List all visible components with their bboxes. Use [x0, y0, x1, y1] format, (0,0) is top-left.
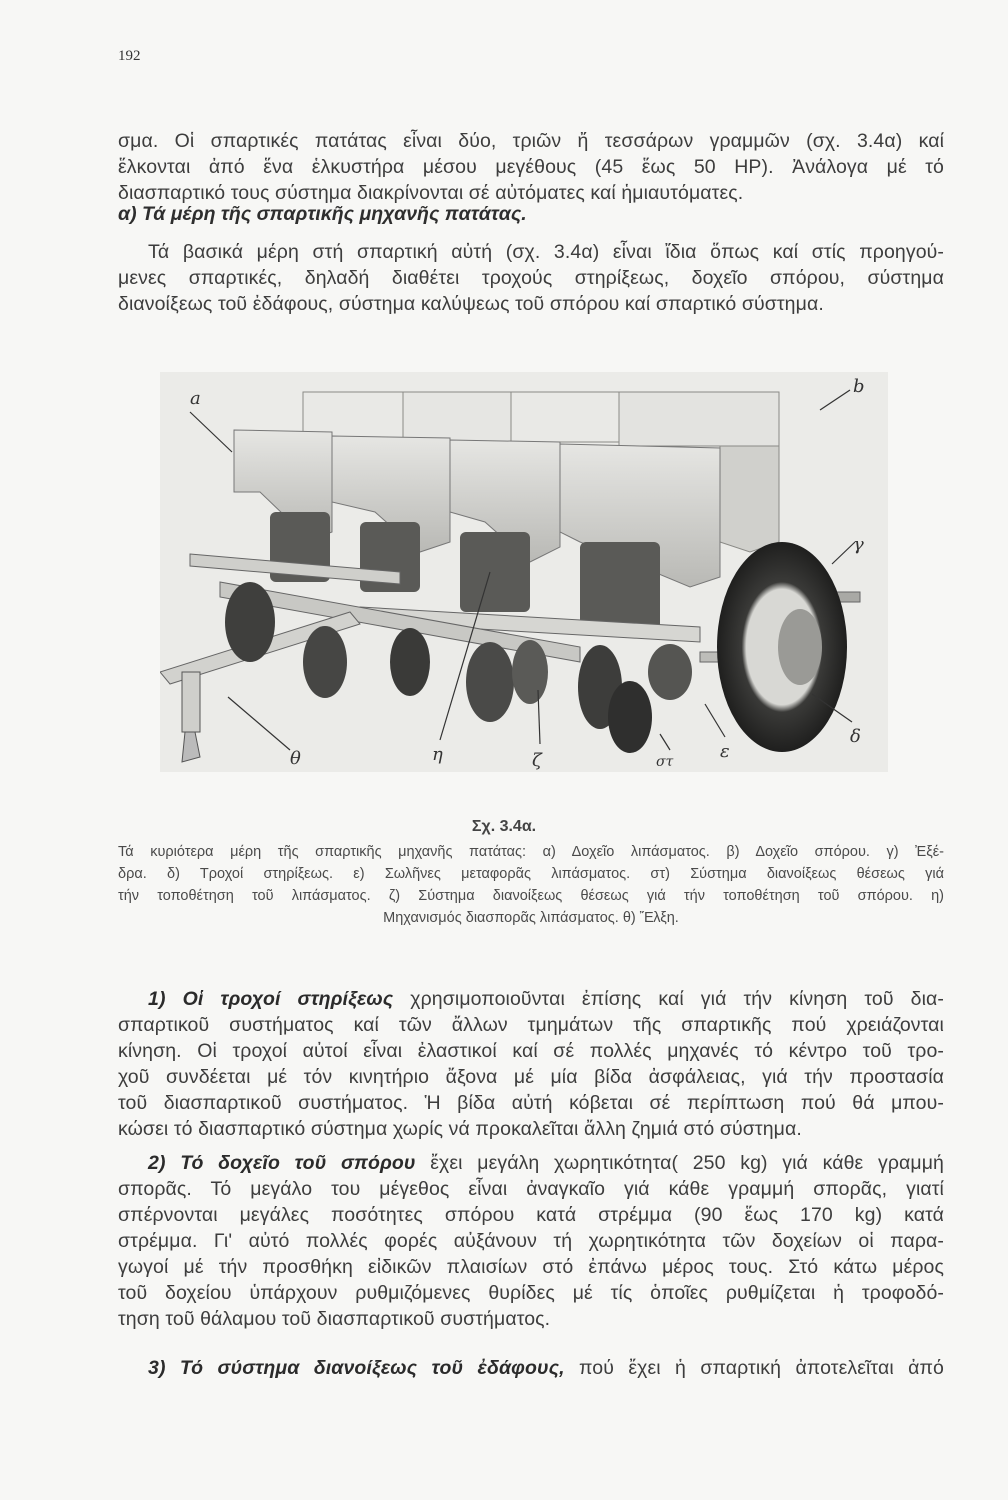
label-a-text: a	[190, 388, 201, 409]
section-paragraph	[118, 239, 944, 317]
figure-caption	[118, 841, 944, 929]
text-line: τοῦ διασπαρτικοῦ συστήματος. Ἡ βίδα αὐτή κόβεται σέ περίπτωση πού θά μπου-	[118, 1092, 944, 1114]
figure-title: Σχ. 3.4α.	[471, 818, 537, 835]
text-span: ἔχει μεγάλη χωρητικότητα( 250 kg) γιά κάθε γραμμή	[415, 1152, 944, 1174]
item-1-lead: 1) Οἱ τροχοί στηρίξεως	[148, 988, 394, 1010]
item-2-paragraph	[118, 1150, 944, 1332]
text-span: πού ἔχει ἡ σπαρτική ἀποτελεῖται ἀπό	[564, 1357, 944, 1379]
caption-line: Τά κυριότερα μέρη τῆς σπαρτικῆς μηχανῆς πατάτας: α) Δοχεῖο λιπάσματος. β) Δοχεῖο σπόρου. γ) Ἐξέ-	[118, 844, 944, 860]
label-b	[820, 376, 865, 410]
label-b-text: b	[853, 376, 865, 397]
label-st	[656, 734, 674, 770]
label-e-text: ε	[720, 741, 730, 762]
text-line	[118, 1355, 944, 1381]
text-line: τοῦ δοχείου ὑπάρχουν ρυθμιζόμενες θυρίδες μέ τίς ὁποῖες ρυθμίζεται ἡ τροφοδό-	[118, 1282, 944, 1304]
text-line: τηση τοῦ θάλαμου τοῦ διασπαρτικοῦ συστήματος.	[118, 1308, 551, 1330]
page-number: 192	[118, 48, 141, 64]
text-line: χοῦ συνδέεται μέ τόν κινητήριο ἄξονα μέ μία βίδα ἀσφάλειας, γιά τήν προστασία	[118, 1066, 944, 1088]
caption-line: τήν τοποθέτηση τοῦ λιπάσματος. ζ) Σύστημα διανοίξεως θέσεως γιά τήν τοποθέτηση τοῦ σπόρου. η)	[118, 888, 944, 904]
text-line: κίνηση. Οἱ τροχοί αὐτοί εἶναι ἐλαστικοί καί σέ πολλές μηχανές τό κέντρο τοῦ τρο-	[118, 1040, 944, 1062]
intro-paragraph	[118, 128, 944, 206]
item-2-lead: 2) Τό δοχεῖο τοῦ σπόρου	[148, 1152, 416, 1174]
caption-line: Μηχανισμός διασπορᾶς λιπάσματος. θ) Ἔλξη.	[383, 910, 679, 926]
item-3-paragraph	[118, 1355, 944, 1381]
label-d-text: δ	[850, 726, 861, 747]
text-line: σμα. Οἱ σπαρτικές πατάτας εἶναι δύο, τριῶν ἤ τεσσάρων γραμμῶν (σχ. 3.4α) καί	[118, 130, 944, 152]
label-g-text: γ	[853, 534, 864, 555]
label-e	[705, 704, 730, 762]
text-line	[118, 1150, 944, 1176]
item-1-paragraph	[118, 986, 944, 1142]
text-line: κώσει τό διασπαρτικό σύστημα χωρίς νά προκαλεῖται ἄλλη ζημιά στό σύστημα.	[118, 1118, 802, 1140]
hitch	[182, 672, 200, 762]
support-wheel	[717, 542, 847, 752]
label-h-text: η	[432, 744, 443, 765]
text-line: ἕλκονται ἀπό ἕνα ἑλκυστήρα μέσου μεγέθους (45 ἕως 50 HP). Ἀνάλογα μέ τό	[118, 156, 944, 178]
figure-photo	[160, 372, 888, 772]
caption-line: δρα. δ) Τροχοί στηρίξεως. ε) Σωλῆνες μεταφορᾶς λιπάσματος. στ) Σύστημα διανοίξεως θέσεως γιά	[118, 866, 944, 882]
section-heading: α) Τά μέρη τῆς σπαρτικῆς μηχανῆς πατάτας.	[118, 203, 527, 225]
label-z-text: ζ	[532, 750, 542, 771]
item-3-lead: 3) Τό σύστημα διανοίξεως τοῦ ἐδάφους,	[148, 1357, 565, 1379]
text-line: μενες σπαρτικές, δηλαδή διαθέτει τροχούς στηρίξεως, δοχεῖο σπόρου, σύστημα	[118, 267, 944, 289]
label-st-text: στ	[656, 754, 674, 770]
text-span: Τά βασικά μέρη στή σπαρτική αὐτή (σχ. 3.4α) εἶναι ἴδια ὅπως καί στίς προηγού-	[148, 241, 944, 263]
label-a	[190, 388, 232, 452]
text-line	[118, 239, 944, 265]
text-line	[118, 986, 944, 1012]
text-line: στρέμμα. Γι' αὐτό πολλές φορές αὐξάνουν τή χωρητικότητα τῶν δοχείων οἱ παρα-	[118, 1230, 944, 1252]
label-g	[832, 534, 864, 564]
text-line: σπαρτικοῦ συστήματος καί τῶν ἄλλων τμημάτων τῆς σπαρτικῆς πού χρειάζονται	[118, 1014, 944, 1036]
text-line: διανοίξεως τοῦ ἐδάφους, σύστημα καλύψεως τοῦ σπόρου καί σπαρτικό σύστημα.	[118, 293, 824, 315]
planter-illustration	[160, 372, 888, 772]
text-span: χρησιμοποιοῦνται ἐπίσης καί γιά τήν κίνηση τοῦ δια-	[393, 988, 944, 1010]
label-th-text: θ	[290, 748, 301, 769]
text-line: γωγοί μέ τήν προσθήκη εἰδικῶν πλαισίων στό ἐπάνω μέρος τους. Στό κάτω μέρος	[118, 1256, 944, 1278]
text-line: σπέρνονται μεγάλες ποσότητες σπόρου κατά στρέμμα (90 ἕως 170 kg) κατά	[118, 1204, 944, 1226]
text-line: σπορᾶς. Τό μεγάλο του μέγεθος εἶναι ἀναγκαῖο γιά κάθε γραμμή σπορᾶς, γιατί	[118, 1178, 944, 1200]
text-line: διασπαρτικό τους σύστημα διακρίνονται σέ αὐτόματες καί ἡμιαυτόματες.	[118, 182, 744, 204]
label-th	[228, 697, 301, 769]
